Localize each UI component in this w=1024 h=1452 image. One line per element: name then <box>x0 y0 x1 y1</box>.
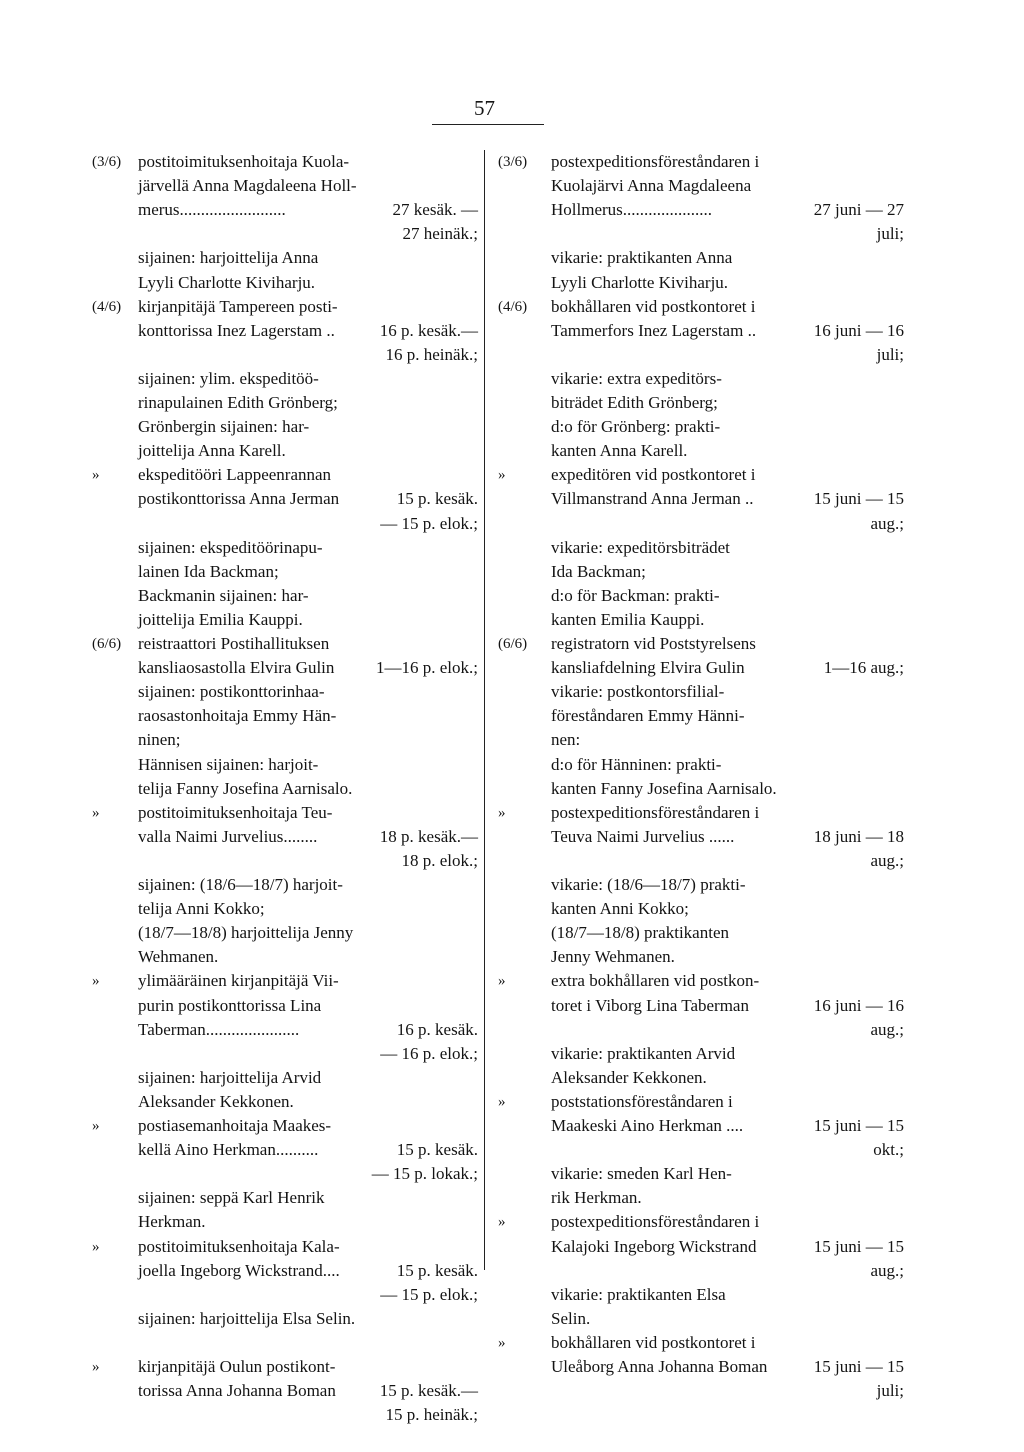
left-line <box>0 945 480 969</box>
entry-period: 15 p. kesäk.— <box>379 1381 478 1401</box>
entry-text: Jenny Wehmanen. <box>551 947 675 967</box>
left-line <box>0 921 480 945</box>
right-line <box>492 246 1012 270</box>
entry-text: torissa Anna Johanna Boman <box>138 1381 336 1401</box>
entry-text: reistraattori Postihallituksen <box>138 634 330 653</box>
right-line <box>492 1259 1012 1283</box>
column-divider <box>484 150 485 1270</box>
right-line <box>492 994 1012 1018</box>
entry-text: lainen Ida Backman; <box>138 561 279 581</box>
page-number: 57 <box>474 96 495 120</box>
left-line <box>0 656 480 680</box>
entry-text: kanten Anni Kokko; <box>551 899 689 919</box>
left-line <box>0 512 480 536</box>
entry-marker: (6/6) <box>498 636 528 652</box>
right-line <box>492 1138 1012 1162</box>
entry-text: Aleksander Kekkonen. <box>138 1091 294 1111</box>
entry-text: kanten Anna Karell. <box>551 441 688 461</box>
right-line <box>492 295 1012 319</box>
entry-period: 18 p. elok.; <box>401 850 478 870</box>
right-line <box>492 728 1012 752</box>
entry-text: joella Ingeborg Wickstrand.... <box>138 1260 340 1280</box>
right-line <box>492 801 1012 825</box>
entry-text: Uleåborg Anna Johanna Boman <box>551 1357 768 1376</box>
entry-period: 15 juni — 15 <box>813 489 904 509</box>
left-line <box>0 849 480 873</box>
entry-marker: » <box>92 467 100 484</box>
right-line <box>492 1162 1012 1186</box>
entry-text: postikonttorissa Anna Jerman <box>138 489 340 509</box>
entry-text: poststationsföreståndaren i <box>551 1091 733 1111</box>
entry-text: valla Naimi Jurvelius........ <box>138 826 318 846</box>
entry-text: registratorn vid Poststyrelsens <box>551 634 756 653</box>
entry-period: 1—16 aug.; <box>823 658 904 678</box>
entry-text: vikarie: expeditörsbiträdet <box>551 537 730 557</box>
right-line <box>492 897 1012 921</box>
entry-text: vikarie: smeden Karl Hen- <box>551 1164 732 1184</box>
entry-text: Hollmerus..................... <box>551 200 713 220</box>
entry-text: föreståndaren Emmy Hänni- <box>551 706 745 726</box>
entry-text: sijainen: (18/6—18/7) harjoit- <box>138 875 343 894</box>
entry-period: 16 p. heinäk.; <box>385 344 478 364</box>
left-line <box>0 198 480 222</box>
left-line <box>0 801 480 825</box>
left-line <box>0 319 480 343</box>
entry-text: Wehmanen. <box>138 947 219 967</box>
right-line <box>492 753 1012 777</box>
entry-text: Kuolajärvi Anna Magdaleena <box>551 176 752 196</box>
entry-marker: » <box>498 1334 506 1351</box>
left-line <box>0 343 480 367</box>
left-line <box>0 222 480 246</box>
entry-text: Grönbergin sijainen: har- <box>138 417 310 437</box>
entry-text: rik Herkman. <box>551 1188 642 1208</box>
entry-period: 16 p. kesäk. <box>396 1019 478 1039</box>
left-line <box>0 728 480 752</box>
entry-period: 27 heinäk.; <box>402 224 478 244</box>
entry-text: vikarie: praktikanten Elsa <box>551 1284 726 1304</box>
left-line <box>0 1042 480 1066</box>
right-line <box>492 271 1012 295</box>
entry-text: postexpeditionsföreståndaren i <box>551 152 760 171</box>
right-line <box>492 945 1012 969</box>
left-line <box>0 825 480 849</box>
entry-text: järvellä Anna Magdaleena Holl- <box>138 176 357 196</box>
entry-period: 1—16 p. elok.; <box>376 658 478 678</box>
entry-period: 15 p. kesäk. <box>396 1140 478 1160</box>
right-line <box>492 512 1012 536</box>
entry-text: d:o för Grönberg: prakti- <box>551 417 721 437</box>
left-line <box>0 1355 480 1379</box>
entry-text: postitoimituksenhoitaja Kuola- <box>138 152 350 171</box>
entry-text: vikarie: praktikanten Anna <box>551 248 733 268</box>
entry-period: okt.; <box>873 1140 904 1160</box>
entry-marker: » <box>498 1214 506 1231</box>
entry-text: kansliaosastolla Elvira Gulin <box>138 658 335 678</box>
left-line <box>0 271 480 295</box>
left-line <box>0 1138 480 1162</box>
left-line <box>0 150 480 174</box>
entry-text: (18/7—18/8) praktikanten <box>551 923 729 943</box>
left-line <box>0 969 480 993</box>
entry-text: d:o för Hänninen: prakti- <box>551 754 722 774</box>
right-line <box>492 632 1012 656</box>
entry-marker: (6/6) <box>92 636 122 652</box>
entry-period: 27 juni — 27 <box>813 200 904 220</box>
entry-text: Lyyli Charlotte Kiviharju. <box>551 272 729 292</box>
entry-marker: » <box>498 804 506 821</box>
entry-text: postitoimituksenhoitaja Kala- <box>138 1236 340 1256</box>
entry-text: bokhållaren vid postkontoret i <box>551 1332 756 1352</box>
right-line <box>492 1066 1012 1090</box>
right-line <box>492 487 1012 511</box>
right-line <box>492 1307 1012 1331</box>
entry-text: postexpeditionsföreståndaren i <box>551 1212 760 1232</box>
right-line <box>492 1379 1012 1403</box>
left-line <box>0 994 480 1018</box>
page-number-rule <box>432 124 544 125</box>
entry-text: Ida Backman; <box>551 561 646 581</box>
entry-text: kirjanpitäjä Oulun postikont- <box>138 1357 336 1376</box>
entry-text: d:o för Backman: prakti- <box>551 585 720 605</box>
entry-text: kanten Fanny Josefina Aarnisalo. <box>551 778 777 798</box>
entry-period: aug.; <box>870 850 904 870</box>
entry-text: telija Fanny Josefina Aarnisalo. <box>138 778 353 798</box>
entry-text: ninen; <box>138 730 181 750</box>
right-line <box>492 536 1012 560</box>
entry-text: sijainen: ylim. ekspeditöö- <box>138 368 319 388</box>
entry-marker: (4/6) <box>92 298 122 315</box>
right-line <box>492 1355 1012 1379</box>
entry-period: aug.; <box>870 1260 904 1280</box>
right-line <box>492 415 1012 439</box>
left-line <box>0 439 480 463</box>
right-line <box>492 1210 1012 1234</box>
entry-period: 15 juni — 15 <box>813 1116 904 1135</box>
left-line <box>0 1283 480 1307</box>
entry-marker: (3/6) <box>498 154 528 170</box>
left-line <box>0 391 480 415</box>
entry-text: rinapulainen Edith Grönberg; <box>138 393 338 412</box>
entry-period: 15 p. heinäk.; <box>385 1405 478 1425</box>
entry-period: 27 kesäk. — <box>392 200 478 220</box>
right-line <box>492 1331 1012 1355</box>
right-line <box>492 921 1012 945</box>
right-line <box>492 825 1012 849</box>
entry-text: bokhållaren vid postkontoret i <box>551 296 756 316</box>
entry-text: extra bokhållaren vid postkon- <box>551 971 760 991</box>
left-line <box>0 463 480 487</box>
left-line <box>0 487 480 511</box>
left-line <box>0 1162 480 1186</box>
entry-text: sijainen: postikonttorinhaa- <box>138 682 325 702</box>
right-line <box>492 343 1012 367</box>
entry-period: 16 juni — 16 <box>813 995 904 1015</box>
entry-marker: (3/6) <box>92 154 122 170</box>
right-line <box>492 704 1012 728</box>
right-line <box>492 608 1012 632</box>
entry-text: Villmanstrand Anna Jerman .. <box>551 489 754 509</box>
entry-marker: » <box>92 973 100 990</box>
left-line <box>0 1235 480 1259</box>
right-line <box>492 1042 1012 1066</box>
entry-period: aug.; <box>870 1019 904 1039</box>
entry-text: sijainen: harjoittelija Anna <box>138 248 319 268</box>
left-line <box>0 873 480 897</box>
entry-text: Herkman. <box>138 1212 206 1232</box>
entry-text: Aleksander Kekkonen. <box>551 1067 707 1087</box>
right-line <box>492 1283 1012 1307</box>
entry-text: sijainen: seppä Karl Henrik <box>138 1188 325 1208</box>
entry-marker: » <box>498 1093 506 1110</box>
right-line <box>492 584 1012 608</box>
left-line <box>0 1379 480 1403</box>
entry-text: (18/7—18/8) harjoittelija Jenny <box>138 923 354 943</box>
right-line <box>492 1235 1012 1259</box>
right-line <box>492 1018 1012 1042</box>
right-line <box>492 150 1012 174</box>
left-line <box>0 608 480 632</box>
entry-marker: » <box>498 467 506 484</box>
left-line <box>0 536 480 560</box>
right-line <box>492 1114 1012 1138</box>
entry-text: telija Anni Kokko; <box>138 899 265 919</box>
entry-text: kanten Emilia Kauppi. <box>551 609 705 629</box>
entry-text: Teuva Naimi Jurvelius ...... <box>551 826 735 846</box>
entry-period: — 16 p. elok.; <box>380 1043 478 1063</box>
left-line <box>0 632 480 656</box>
entry-text: Taberman...................... <box>138 1019 300 1039</box>
right-line <box>492 391 1012 415</box>
entry-period: aug.; <box>870 513 904 533</box>
right-line <box>492 174 1012 198</box>
right-line <box>492 849 1012 873</box>
entry-text: purin postikonttorissa Lina <box>138 995 322 1015</box>
entry-text: expeditören vid postkontoret i <box>551 465 756 485</box>
right-line <box>492 1186 1012 1210</box>
entry-text: vikarie: (18/6—18/7) prakti- <box>551 875 746 894</box>
entry-period: — 15 p. elok.; <box>380 513 478 533</box>
entry-text: biträdet Edith Grönberg; <box>551 393 718 412</box>
left-line <box>0 680 480 704</box>
left-line <box>0 1331 480 1355</box>
left-line <box>0 704 480 728</box>
left-line <box>0 1210 480 1234</box>
left-line <box>0 367 480 391</box>
right-line <box>492 439 1012 463</box>
entry-marker: » <box>92 804 100 821</box>
entry-text: Lyyli Charlotte Kiviharju. <box>138 272 316 292</box>
entry-period: 15 p. kesäk. <box>396 1260 478 1280</box>
entry-text: Selin. <box>551 1308 591 1328</box>
left-line <box>0 1403 480 1427</box>
entry-period: 16 juni — 16 <box>813 320 904 340</box>
right-line <box>492 560 1012 584</box>
left-line <box>0 1018 480 1042</box>
entry-period: juli; <box>876 224 904 244</box>
entry-text: kirjanpitäjä Tampereen posti- <box>138 296 338 316</box>
entry-text: sijainen: harjoittelija Elsa Selin. <box>138 1308 356 1328</box>
entry-period: — 15 p. lokak.; <box>371 1164 478 1184</box>
entry-text: Backmanin sijainen: har- <box>138 585 309 605</box>
left-line <box>0 1090 480 1114</box>
entry-text: Maakeski Aino Herkman .... <box>551 1116 744 1135</box>
entry-text: Kalajoki Ingeborg Wickstrand <box>551 1236 757 1256</box>
right-line <box>492 319 1012 343</box>
left-line <box>0 1259 480 1283</box>
entry-text: kansliafdelning Elvira Gulin <box>551 658 745 678</box>
entry-text: konttorissa Inez Lagerstam .. <box>138 320 335 340</box>
right-line <box>492 367 1012 391</box>
entry-text: vikarie: praktikanten Arvid <box>551 1043 736 1063</box>
entry-period: 18 p. kesäk.— <box>379 826 478 846</box>
entry-text: sijainen: ekspeditöörinapu- <box>138 537 323 557</box>
entry-period: 18 juni — 18 <box>813 826 904 846</box>
right-line <box>492 777 1012 801</box>
entry-period: 15 juni — 15 <box>813 1236 904 1256</box>
entry-text: joittelija Emilia Kauppi. <box>138 609 303 629</box>
entry-text: vikarie: extra expeditörs- <box>551 368 722 388</box>
entry-period: 16 p. kesäk.— <box>379 320 478 340</box>
entry-text: ekspeditööri Lappeenrannan <box>138 465 332 485</box>
entry-marker: » <box>92 1118 100 1134</box>
left-line <box>0 415 480 439</box>
entry-text: sijainen: harjoittelija Arvid <box>138 1067 322 1087</box>
right-line <box>492 680 1012 704</box>
entry-text: postexpeditionsföreståndaren i <box>551 802 760 822</box>
left-line <box>0 1307 480 1331</box>
right-line <box>492 656 1012 680</box>
entry-text: postiasemanhoitaja Maakes- <box>138 1116 332 1135</box>
right-line <box>492 198 1012 222</box>
entry-text: joittelija Anna Karell. <box>138 441 286 461</box>
left-line <box>0 1114 480 1138</box>
entry-marker: » <box>498 973 506 990</box>
entry-text: Hännisen sijainen: harjoit- <box>138 754 319 774</box>
entry-text: ylimääräinen kirjanpitäjä Vii- <box>138 971 339 991</box>
entry-text: toret i Viborg Lina Taberman <box>551 995 749 1015</box>
entry-text: nen: <box>551 730 581 750</box>
entry-marker: (4/6) <box>498 298 528 315</box>
entry-period: 15 juni — 15 <box>813 1357 904 1376</box>
entry-text: Tammerfors Inez Lagerstam .. <box>551 320 757 340</box>
right-line <box>492 1090 1012 1114</box>
right-line <box>492 873 1012 897</box>
entry-text: kellä Aino Herkman.......... <box>138 1140 319 1160</box>
entry-text: raosastonhoitaja Emmy Hän- <box>138 706 337 726</box>
left-line <box>0 1066 480 1090</box>
entry-text: vikarie: postkontorsfilial- <box>551 682 725 702</box>
entry-text: postitoimituksenhoitaja Teu- <box>138 802 333 822</box>
right-line <box>492 463 1012 487</box>
left-line <box>0 897 480 921</box>
left-line <box>0 753 480 777</box>
entry-marker: » <box>92 1238 100 1255</box>
entry-period: juli; <box>876 1381 904 1401</box>
left-line <box>0 584 480 608</box>
entry-text: merus......................... <box>138 200 286 220</box>
right-line <box>492 969 1012 993</box>
entry-period: 15 p. kesäk. <box>396 489 478 509</box>
left-line <box>0 174 480 198</box>
entry-period: juli; <box>876 344 904 364</box>
left-line <box>0 777 480 801</box>
left-line <box>0 295 480 319</box>
left-line <box>0 560 480 584</box>
left-line <box>0 246 480 270</box>
left-line <box>0 1186 480 1210</box>
entry-period: — 15 p. elok.; <box>380 1284 478 1304</box>
entry-marker: » <box>92 1359 100 1375</box>
right-line <box>492 222 1012 246</box>
